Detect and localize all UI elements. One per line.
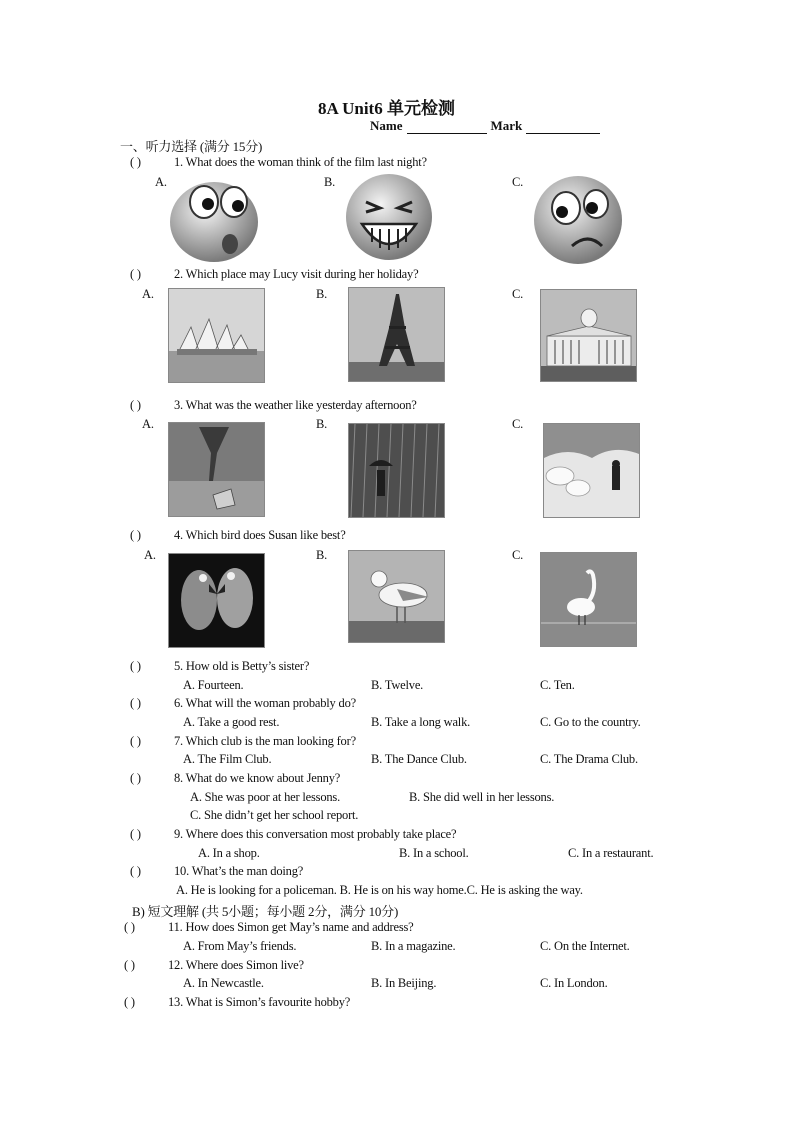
snowy-scene-photo[interactable] — [543, 423, 640, 518]
grinning-face-image[interactable] — [344, 172, 434, 262]
answer-blank[interactable]: ( ) — [130, 155, 141, 169]
question-9: ( ) 9. Where does this conversation most probably take place? — [130, 827, 457, 841]
sad-face-image[interactable] — [532, 174, 624, 266]
q8-option-a[interactable]: A. She was poor at her lessons. — [190, 790, 341, 804]
mark-field[interactable] — [526, 121, 600, 134]
q4-option-b-label: B. — [316, 548, 328, 562]
q6-option-c[interactable]: C. Go to the country. — [540, 715, 641, 729]
question-1: ( ) 1. What does the woman think of the film last night? — [130, 155, 427, 169]
capitol-building-photo[interactable] — [540, 289, 637, 382]
q1-option-b-label: B. — [324, 175, 336, 189]
answer-blank[interactable]: ( ) — [130, 528, 141, 542]
q11-option-c[interactable]: C. On the Internet. — [540, 939, 630, 953]
q12-option-c[interactable]: C. In London. — [540, 976, 608, 990]
q3-option-b-label: B. — [316, 417, 328, 431]
q2-option-b-label: B. — [316, 287, 328, 301]
q4-option-a-label: A. — [144, 548, 156, 562]
question-7: ( ) 7. Which club is the man looking for? — [130, 734, 356, 748]
name-label: Name — [370, 118, 403, 133]
name-field[interactable] — [407, 121, 487, 134]
question-2: ( ) 2. Which place may Lucy visit during her holiday? — [130, 267, 419, 281]
q2-option-c-label: C. — [512, 287, 524, 301]
question-13: ( ) 13. What is Simon’s favourite hobby? — [124, 995, 351, 1009]
q7-option-b[interactable]: B. The Dance Club. — [371, 752, 467, 766]
q8-option-c[interactable]: C. She didn’t get her school report. — [190, 808, 359, 822]
name-mark-line — [370, 118, 604, 134]
eiffel-tower-photo[interactable] — [348, 287, 445, 382]
q9-option-a[interactable]: A. In a shop. — [198, 846, 260, 860]
q4-option-c-label: C. — [512, 548, 524, 562]
q2-option-a-label: A. — [142, 287, 154, 301]
answer-blank[interactable]: ( ) — [130, 771, 141, 785]
answer-blank[interactable]: ( ) — [130, 267, 141, 281]
mark-label: Mark — [490, 118, 523, 133]
rainy-day-photo[interactable] — [348, 423, 445, 518]
answer-blank[interactable]: ( ) — [124, 995, 135, 1009]
answer-blank[interactable]: ( ) — [124, 920, 135, 934]
seagull-photo[interactable] — [348, 550, 445, 643]
q12-option-a[interactable]: A. In Newcastle. — [183, 976, 264, 990]
question-11: ( ) 11. How does Simon get May’s name and address? — [124, 920, 414, 934]
answer-blank[interactable]: ( ) — [130, 398, 141, 412]
q11-option-a[interactable]: A. From May’s friends. — [183, 939, 297, 953]
question-6: ( ) 6. What will the woman probably do? — [130, 696, 356, 710]
q5-option-a[interactable]: A. Fourteen. — [183, 678, 244, 692]
q5-option-c[interactable]: C. Ten. — [540, 678, 575, 692]
answer-blank[interactable]: ( ) — [130, 734, 141, 748]
answer-blank[interactable]: ( ) — [130, 696, 141, 710]
q10-options[interactable]: A. He is looking for a policeman. B. He is on his way home.C. He is asking the way. — [176, 883, 583, 897]
answer-blank[interactable]: ( ) — [130, 827, 141, 841]
answer-blank[interactable]: ( ) — [124, 958, 135, 972]
swan-photo[interactable] — [540, 552, 637, 647]
section-b-heading: B) 短文理解 (共 5小题；每小题 2分，满分 10分) — [132, 904, 399, 919]
q6-option-b[interactable]: B. Take a long walk. — [371, 715, 471, 729]
question-8: ( ) 8. What do we know about Jenny? — [130, 771, 341, 785]
q7-option-a[interactable]: A. The Film Club. — [183, 752, 272, 766]
question-12: ( ) 12. Where does Simon live? — [124, 958, 304, 972]
tornado-photo[interactable] — [168, 422, 265, 517]
surprised-face-image[interactable] — [168, 176, 264, 266]
q6-option-a[interactable]: A. Take a good rest. — [183, 715, 280, 729]
page-title: 8A Unit6 单元检测 — [318, 99, 455, 118]
opera-house-photo[interactable] — [168, 288, 265, 383]
q9-option-c[interactable]: C. In a restaurant. — [568, 846, 654, 860]
q7-option-c[interactable]: C. The Drama Club. — [540, 752, 638, 766]
q3-option-c-label: C. — [512, 417, 524, 431]
answer-blank[interactable]: ( ) — [130, 864, 141, 878]
question-4: ( ) 4. Which bird does Susan like best? — [130, 528, 346, 542]
question-3: ( ) 3. What was the weather like yesterday afternoon? — [130, 398, 417, 412]
q8-option-b[interactable]: B. She did well in her lessons. — [409, 790, 555, 804]
q3-option-a-label: A. — [142, 417, 154, 431]
q11-option-b[interactable]: B. In a magazine. — [371, 939, 456, 953]
q5-option-b[interactable]: B. Twelve. — [371, 678, 424, 692]
question-10: ( ) 10. What’s the man doing? — [130, 864, 304, 878]
answer-blank[interactable]: ( ) — [130, 659, 141, 673]
q1-option-a-label: A. — [155, 175, 167, 189]
q9-option-b[interactable]: B. In a school. — [399, 846, 469, 860]
q1-option-c-label: C. — [512, 175, 524, 189]
question-5: ( ) 5. How old is Betty’s sister? — [130, 659, 310, 673]
q12-option-b[interactable]: B. In Beijing. — [371, 976, 437, 990]
section-listening-heading: 一、听力选择 (满分 15分) — [120, 139, 263, 154]
parrots-photo[interactable] — [168, 553, 265, 648]
